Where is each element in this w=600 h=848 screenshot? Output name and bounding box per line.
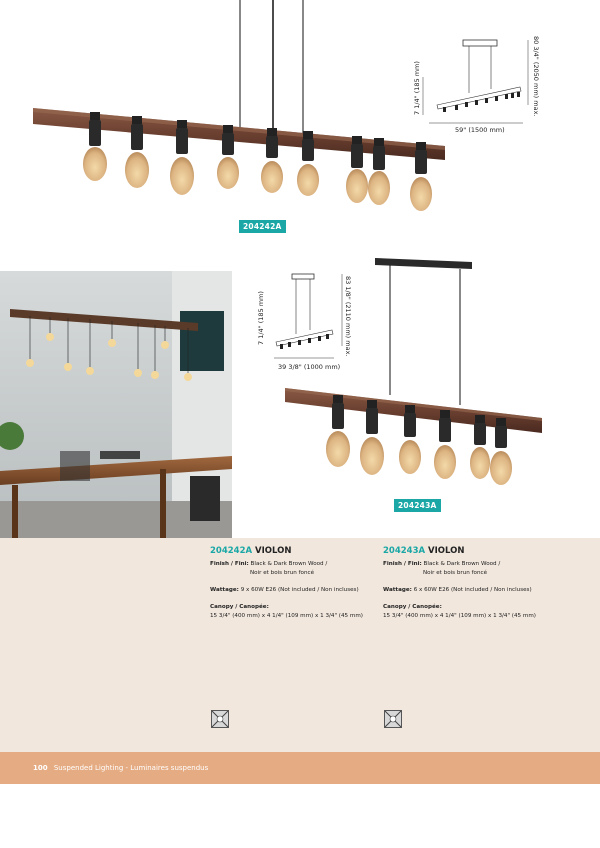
dimension-height-max: 83 1/8" (2110 mm) max. [344,276,352,357]
spec-code: 204242A [210,546,253,556]
finish-label: Finish / Fini: [383,561,422,567]
finish-line [210,560,385,569]
canopy-value: 15 3/4" (400 mm) x 4 1/4" (109 mm) x 1 3/4" (45 mm) [210,613,363,619]
canopy-value: 15 3/4" (400 mm) x 4 1/4" (109 mm) x 1 3/4" (45 mm) [383,613,536,619]
spec-title [210,546,385,556]
product-image-204242A [25,0,455,225]
footer-text [33,764,208,772]
spec-panel [0,538,600,752]
dimension-width: 59" (1500 mm) [455,126,505,134]
finish-fr: Noir et bois brun foncé [423,570,488,576]
wattage-value: 6 x 60W E26 (Not included / Non incluses) [413,587,532,593]
finish-line [383,560,558,569]
section-title: Suspended Lighting - Luminaires suspendus [53,764,209,772]
finish-en: Black & Dark Brown Wood / [423,561,501,567]
finish-label: Finish / Fini: [210,561,249,567]
product-code-badge: 204242A [239,220,286,233]
spec-column-204242A [210,546,385,621]
spec-code: 204243A [383,546,426,556]
dimension-diagram-1 [425,35,535,135]
wattage-value: 9 x 60W E26 (Not included / Non incluses) [240,587,359,593]
finish-en: Black & Dark Brown Wood / [250,561,328,567]
spec-title [383,546,558,556]
room-photo [0,271,232,538]
dimension-width: 39 3/8" (1000 mm) [278,363,341,371]
dimension-height-min: 7 1/4" (185 mm) [257,291,265,345]
wattage-line [383,586,558,595]
page-number: 100 [33,764,48,772]
footer-bar [0,752,600,784]
canopy-label: Canopy / Canopée: [210,604,269,610]
package-icon [211,710,229,728]
spec-name: VIOLON [428,546,465,556]
canopy-label: Canopy / Canopée: [383,604,442,610]
package-icon [384,710,402,728]
wattage-label: Wattage: [210,587,239,593]
dimension-height-min: 7 1/4" (185 mm) [413,61,421,115]
finish-fr: Noir et bois brun foncé [250,570,315,576]
spec-column-204243A [383,546,558,621]
wattage-line [210,586,385,595]
spec-name: VIOLON [255,546,292,556]
dimension-diagram-2 [268,270,348,365]
product-code-badge: 204243A [394,499,441,512]
bulbs-group-1 [83,112,432,211]
dimension-height-max: 80 3/4" (2050 mm) max. [532,36,540,117]
wattage-label: Wattage: [383,587,412,593]
